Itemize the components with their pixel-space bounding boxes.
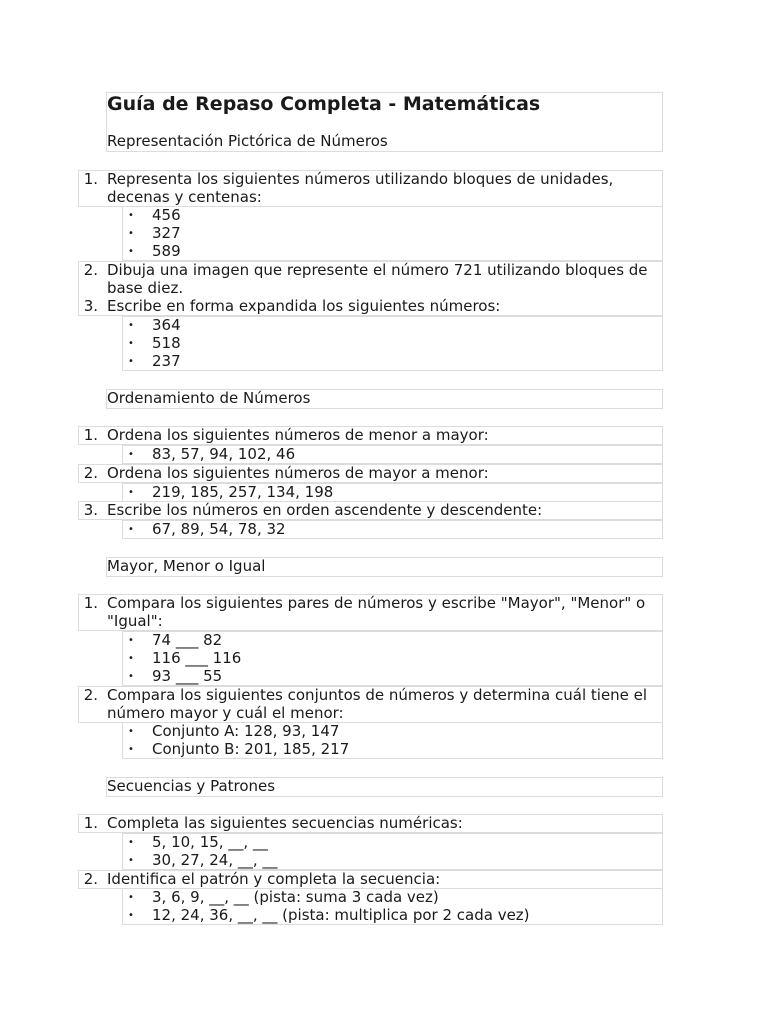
item-text: decenas y centenas: bbox=[107, 188, 262, 206]
item-number: 3. bbox=[83, 297, 98, 315]
item-number: 1. bbox=[83, 426, 98, 444]
item-text: Representa los siguientes números utilizando bloques de unidades, bbox=[107, 170, 614, 188]
item-number: 1. bbox=[83, 814, 98, 832]
bullet-list-box bbox=[122, 316, 663, 371]
list-item: 12, 24, 36, __, __ (pista: multiplica por 2 cada vez) bbox=[152, 906, 530, 924]
bullet-icon: • bbox=[128, 356, 134, 367]
item-text: base diez. bbox=[107, 279, 184, 297]
list-item: Conjunto A: 128, 93, 147 bbox=[152, 722, 340, 740]
bullet-icon: • bbox=[128, 837, 134, 848]
bullet-icon: • bbox=[128, 228, 134, 239]
list-item: 589 bbox=[152, 242, 181, 260]
item-text: Identifica el patrón y completa la secuencia: bbox=[107, 870, 441, 888]
bullet-icon: • bbox=[128, 744, 134, 755]
list-item: 518 bbox=[152, 334, 181, 352]
item-text: número mayor y cuál el menor: bbox=[107, 704, 344, 722]
list-item: 67, 89, 54, 78, 32 bbox=[152, 520, 286, 538]
bullet-icon: • bbox=[128, 855, 134, 866]
section-heading: Representación Pictórica de Números bbox=[107, 132, 388, 150]
item-number: 1. bbox=[83, 594, 98, 612]
bullet-icon: • bbox=[128, 653, 134, 664]
list-item: 93 ___ 55 bbox=[152, 667, 223, 685]
item-text: Ordena los siguientes números de menor a mayor: bbox=[107, 426, 489, 444]
list-item: 456 bbox=[152, 206, 181, 224]
item-text: Completa las siguientes secuencias numéricas: bbox=[107, 814, 463, 832]
bullet-icon: • bbox=[128, 487, 134, 498]
list-item: 116 ___ 116 bbox=[152, 649, 242, 667]
list-item: 3, 6, 9, __, __ (pista: suma 3 cada vez) bbox=[152, 888, 439, 906]
list-item: Conjunto B: 201, 185, 217 bbox=[152, 740, 350, 758]
item-number: 1. bbox=[83, 170, 98, 188]
section-heading: Secuencias y Patrones bbox=[107, 777, 276, 795]
item-number: 2. bbox=[83, 261, 98, 279]
list-item: 237 bbox=[152, 352, 181, 370]
bullet-icon: • bbox=[128, 320, 134, 331]
page-title: Guía de Repaso Completa - Matemáticas bbox=[107, 93, 541, 115]
item-text: Dibuja una imagen que represente el número 721 utilizando bloques de bbox=[107, 261, 648, 279]
item-text: Escribe en forma expandida los siguientes números: bbox=[107, 297, 501, 315]
bullet-icon: • bbox=[128, 726, 134, 737]
list-item: 364 bbox=[152, 316, 181, 334]
bullet-icon: • bbox=[128, 210, 134, 221]
item-text: Compara los siguientes conjuntos de números y determina cuál tiene el bbox=[107, 686, 648, 704]
item-text: "Igual": bbox=[107, 612, 163, 630]
item-text: Ordena los siguientes números de mayor a menor: bbox=[107, 464, 489, 482]
list-item: 74 ___ 82 bbox=[152, 631, 223, 649]
list-item: 219, 185, 257, 134, 198 bbox=[152, 483, 334, 501]
bullet-icon: • bbox=[128, 338, 134, 349]
bullet-icon: • bbox=[128, 635, 134, 646]
bullet-icon: • bbox=[128, 246, 134, 257]
item-number: 2. bbox=[83, 686, 98, 704]
list-item: 30, 27, 24, __, __ bbox=[152, 851, 278, 869]
bullet-icon: • bbox=[128, 892, 134, 903]
section-heading: Ordenamiento de Números bbox=[107, 389, 311, 407]
item-number: 3. bbox=[83, 501, 98, 519]
item-text: Compara los siguientes pares de números y escribe "Mayor", "Menor" o bbox=[107, 594, 646, 612]
item-number: 2. bbox=[83, 464, 98, 482]
bullet-icon: • bbox=[128, 524, 134, 535]
bullet-icon: • bbox=[128, 449, 134, 460]
list-item: 83, 57, 94, 102, 46 bbox=[152, 445, 296, 463]
bullet-icon: • bbox=[128, 910, 134, 921]
item-number: 2. bbox=[83, 870, 98, 888]
list-item: 327 bbox=[152, 224, 181, 242]
section-heading: Mayor, Menor o Igual bbox=[107, 557, 266, 575]
bullet-list-box bbox=[122, 206, 663, 261]
bullet-icon: • bbox=[128, 671, 134, 682]
item-text: Escribe los números en orden ascendente y descendente: bbox=[107, 501, 543, 519]
list-item: 5, 10, 15, __, __ bbox=[152, 833, 268, 851]
